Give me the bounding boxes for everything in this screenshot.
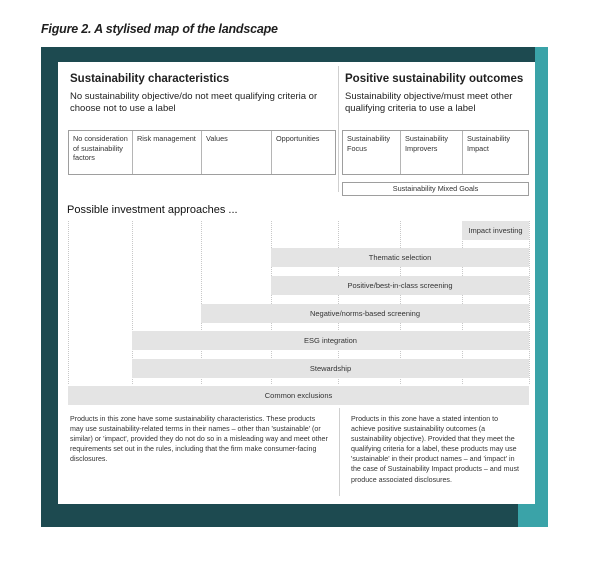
zone-left-description: Products in this zone have some sustainability characteristics. These products may use sustainability-related terms in their names – other than 'sustainable' (or similar) or 'impact', provided they do not do so in a misleading way and meet other requirements set out in the rules, including that the firm make consumer-facing disclosures. (70, 415, 328, 464)
category-divider (201, 131, 202, 174)
approach-bar-stewardship: Stewardship (132, 359, 529, 378)
label-divider (400, 131, 401, 174)
category-risk-management: Risk management (137, 134, 196, 143)
accent-band-top (535, 47, 548, 62)
label-improvers: Sustainability Improvers (405, 134, 448, 153)
label-divider (462, 131, 463, 174)
category-divider (132, 131, 133, 174)
section-divider (338, 66, 339, 192)
grid-line (68, 221, 69, 384)
approaches-title: Possible investment approaches ... (67, 204, 238, 216)
outcomes-heading: Positive sustainability outcomes (345, 73, 524, 85)
approach-bar-thematic-selection: Thematic selection (271, 248, 529, 267)
approach-bar-esg-integration: ESG integration (132, 331, 529, 350)
zone-right-description: Products in this zone have a stated intention to achieve positive sustainability outcomes (a sustainability objective). Provided that they meet the qualifying criteria for a label, these products may use 'sustainable' in their product names – and 'impact' in the case of Sustainability Impact products – and must produce associated disclosures. (351, 415, 519, 484)
category-no-consideration: No consideration of sustainability factors (73, 134, 128, 162)
characteristics-subheading: No sustainability objective/do not meet qualifying criteria or choose not to use a label (70, 91, 318, 114)
outcomes-subheading: Sustainability objective/must meet other qualifying criteria to use a label (345, 91, 513, 114)
approach-bar-positive-screening: Positive/best-in-class screening (271, 276, 529, 295)
category-divider (271, 131, 272, 174)
mixed-goals-label: Sustainability Mixed Goals (342, 182, 529, 196)
characteristics-heading: Sustainability characteristics (70, 73, 230, 85)
approach-bar-common-exclusions: Common exclusions (68, 386, 529, 405)
zone-divider (339, 408, 340, 496)
grid-line (529, 221, 530, 384)
label-impact: Sustainability Impact (467, 134, 510, 153)
approach-bar-impact-investing: Impact investing (462, 221, 529, 240)
label-focus: Sustainability Focus (347, 134, 390, 153)
category-opportunities: Opportunities (276, 134, 320, 143)
figure-title: Figure 2. A stylised map of the landscape (41, 22, 278, 36)
category-values: Values (206, 134, 228, 143)
approach-bar-negative-screening: Negative/norms-based screening (201, 304, 529, 323)
